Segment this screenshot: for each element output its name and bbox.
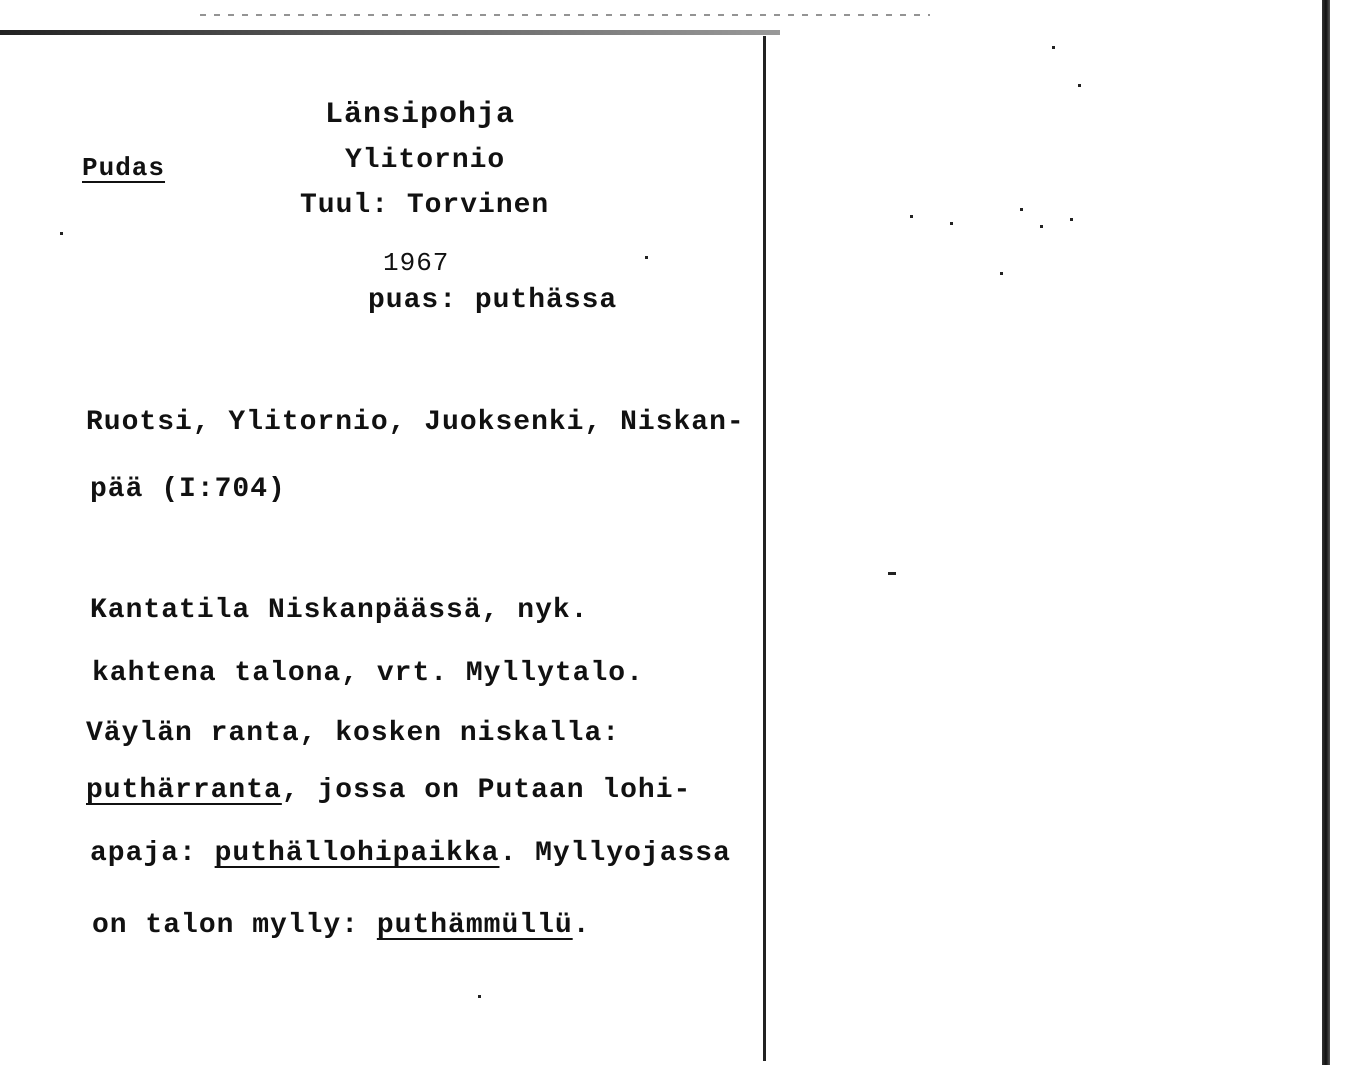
informant-label: Tuul: Torvinen bbox=[300, 190, 550, 221]
body-line-5-pre: apaja: bbox=[90, 838, 215, 869]
parish-label: Ylitornio bbox=[345, 145, 506, 176]
body-line-4 bbox=[86, 775, 691, 806]
body-line-6 bbox=[92, 910, 591, 941]
scan-speck bbox=[1000, 272, 1003, 275]
scan-speck bbox=[950, 222, 953, 225]
inflected-forms: puas: puthässa bbox=[368, 285, 618, 316]
scan-speck bbox=[60, 232, 63, 235]
scan-speck bbox=[478, 995, 481, 998]
scan-speck bbox=[910, 215, 913, 218]
scan-edge-right bbox=[1322, 0, 1330, 1065]
body-line-1: Kantatila Niskanpäässä, nyk. bbox=[90, 595, 589, 626]
scan-speck bbox=[1020, 208, 1023, 211]
body-line-2: kahtena talona, vrt. Myllytalo. bbox=[92, 658, 644, 689]
scan-speck bbox=[1070, 218, 1073, 221]
term-puthämmüllü: puthämmüllü bbox=[376, 910, 573, 941]
head-word: Pudas bbox=[82, 153, 166, 183]
location-line-2: pää (I:704) bbox=[90, 474, 286, 505]
year-label: 1967 bbox=[383, 248, 450, 278]
card-divider bbox=[763, 36, 766, 1061]
scan-noise-top bbox=[200, 14, 930, 16]
body-line-6-rest: . bbox=[572, 910, 591, 941]
region-label: Länsipohja bbox=[325, 98, 516, 132]
scan-edge-top bbox=[0, 30, 780, 35]
term-puthärranta: puthärranta bbox=[86, 775, 282, 806]
scan-speck bbox=[645, 256, 648, 259]
scan-speck bbox=[1078, 84, 1081, 87]
body-line-6-pre: on talon mylly: bbox=[92, 910, 377, 941]
term-puthällohipaikka: puthällohipaikka bbox=[214, 838, 500, 869]
location-line-1: Ruotsi, Ylitornio, Juoksenki, Niskan- bbox=[86, 407, 745, 438]
body-line-5 bbox=[90, 838, 731, 869]
scan-speck bbox=[888, 572, 896, 575]
scan-speck bbox=[1052, 46, 1055, 49]
body-line-5-rest: . Myllyojassa bbox=[499, 838, 731, 869]
body-line-4-rest: , jossa on Putaan lohi- bbox=[281, 775, 692, 806]
scan-speck bbox=[1040, 225, 1043, 228]
body-line-3: Väylän ranta, kosken niskalla: bbox=[86, 718, 621, 749]
